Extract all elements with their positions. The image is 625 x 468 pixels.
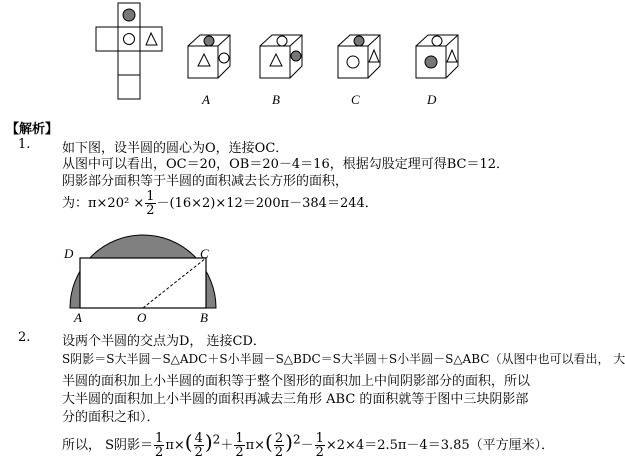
p2-line6: 所以， S阴影＝ $\frac{1}{2}$ π×( $\frac{4}{2}$ )$^2$＋ $\frac{1}{2}$ π×( $\frac{2}{2}$ )$^2$－ $\frac{1}{2}$ ×2×4＝2.5π－4＝3.85（平方厘米）． xyxy=(62,430,555,460)
p2-line4: 大半圆的面积加上小半圆的面积再减去三角形 ABC 的面积就等于图中三块阴影部 xyxy=(62,392,529,407)
p1-fraction: $\frac{1}{2}$ xyxy=(146,189,155,218)
p2-number: 2. xyxy=(18,330,31,345)
figure-label-b: B xyxy=(200,310,208,325)
p1-number: 1. xyxy=(18,137,31,152)
p2-line5: 分的面积之和）． xyxy=(62,410,160,425)
cube-label-b: B xyxy=(272,92,280,107)
p2-line6-suffix: ＝2.5π－4＝3.85（平方厘米）． xyxy=(364,438,555,453)
p2-line2 xyxy=(62,350,625,367)
figure-label-c: C xyxy=(200,246,209,261)
p2-line1: 设两个半圆的交点为D， 连接CD． xyxy=(62,334,266,349)
cube-label-d: D xyxy=(427,92,437,107)
p1-line2: 从图中可以看出，OC＝20，OB＝20－4＝16，根据勾股定理可得BC＝12． xyxy=(62,157,509,172)
p1-line4-prefix: 为：π×20² × xyxy=(62,196,145,211)
p2-line6-prefix: 所以， S阴影＝ xyxy=(62,438,154,453)
p1-line4-suffix: －(16×2)×12＝200π－384＝244． xyxy=(156,196,378,211)
p2-line3: 半圆的面积加上小半圆的面积等于整个图形的面积加上中间阴影部分的面积，所以 xyxy=(62,374,531,389)
cube-option-a[interactable] xyxy=(188,35,230,78)
cube-option-d[interactable] xyxy=(416,35,458,78)
net-triangle-icon xyxy=(146,33,157,45)
cube-option-b[interactable] xyxy=(260,35,302,78)
p2-line2-text: （从图中也可以看出， 大 xyxy=(489,352,625,366)
cube-label-c: C xyxy=(351,92,360,107)
cube-figure xyxy=(0,0,580,112)
p1-line3: 阴影部分面积等于半圆的面积减去长方形的面积， xyxy=(62,174,349,189)
figure-label-o: O xyxy=(137,310,147,325)
net-gray-dot-icon xyxy=(123,9,135,21)
figure-label-a: A xyxy=(74,310,82,325)
cube-label-a: A xyxy=(202,92,210,107)
p1-line1: 如下图，设半圆的圆心为O，连接OC． xyxy=(62,141,289,156)
cube-option-c[interactable] xyxy=(338,35,380,78)
p2-formula: S阴影＝S大半圆－S△ADC＋S小半圆－S△BDC＝S大半圆＋S小半圆－S△ABC xyxy=(62,352,490,366)
net-circle-icon xyxy=(124,34,135,45)
figure-label-d: D xyxy=(64,246,74,261)
analysis-heading: 【解析】 xyxy=(6,122,59,137)
p1-line4 xyxy=(62,190,378,217)
